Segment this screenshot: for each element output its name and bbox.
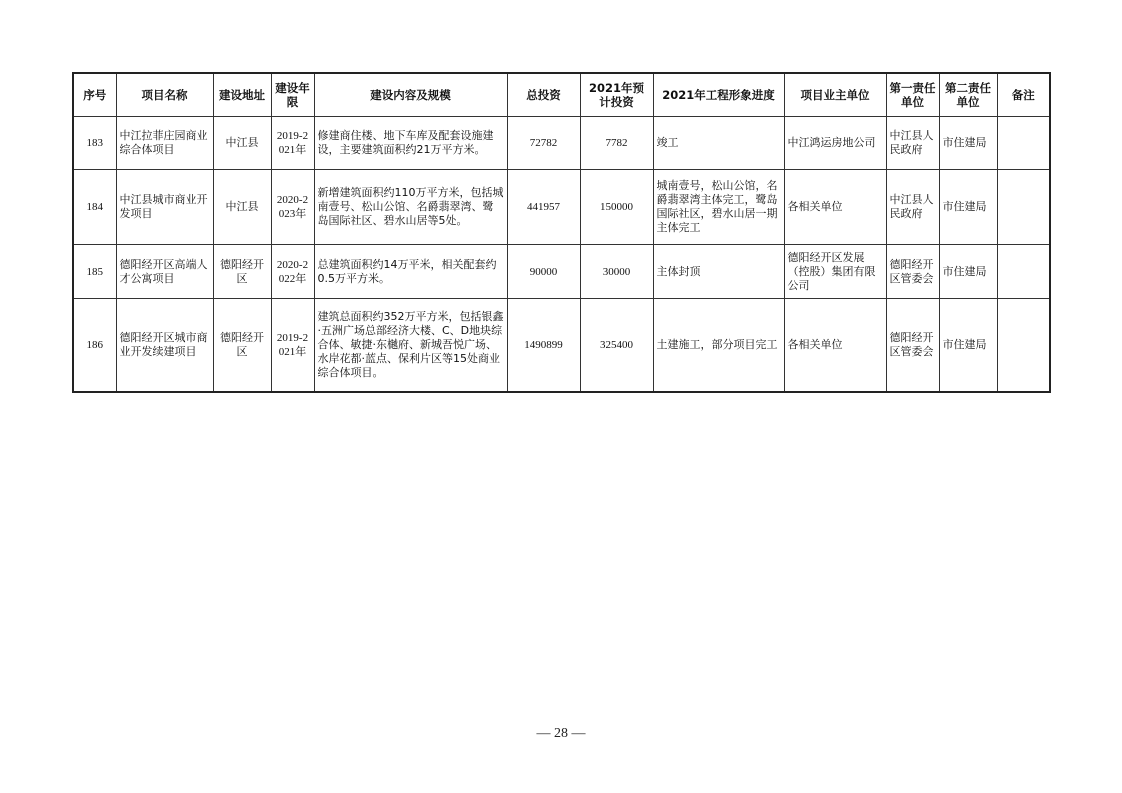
cell-plan2021: 150000 [580,170,653,245]
header-progress: 2021年工程形象进度 [653,73,784,117]
cell-total: 72782 [507,117,580,170]
table-row [73,299,1050,393]
cell-owner: 中江鸿运房地公司 [784,117,886,170]
cell-content: 新增建筑面积约110万平方米，包括城南壹号、松山公馆、名爵翡翠湾、鹭岛国际社区、碧水山居等5处。 [314,170,507,245]
cell-remark [997,117,1050,170]
cell-plan2021: 7782 [580,117,653,170]
cell-location: 德阳经开区 [213,299,271,393]
cell-remark [997,170,1050,245]
header-name: 项目名称 [116,73,213,117]
cell-period: 2020-2023年 [271,170,314,245]
cell-resp2: 市住建局 [939,117,997,170]
header-plan2021: 2021年预计投资 [580,73,653,117]
cell-name: 中江拉菲庄园商业综合体项目 [116,117,213,170]
cell-resp2: 市住建局 [939,245,997,299]
header-resp2: 第二责任单位 [939,73,997,117]
cell-resp1: 中江县人民政府 [886,117,939,170]
cell-content: 建筑总面积约352万平方米，包括银鑫·五洲广场总部经济大楼、C、D地块综合体、敏捷·东樾府、新城吾悦广场、水岸花都·蓝点、保利片区等15处商业综合体项目。 [314,299,507,393]
cell-total: 90000 [507,245,580,299]
cell-total: 441957 [507,170,580,245]
cell-location: 德阳经开区 [213,245,271,299]
header-total: 总投资 [507,73,580,117]
cell-remark [997,299,1050,393]
cell-seq: 183 [73,117,116,170]
header-period: 建设年限 [271,73,314,117]
cell-location: 中江县 [213,170,271,245]
cell-resp1: 德阳经开区管委会 [886,245,939,299]
cell-resp1: 德阳经开区管委会 [886,299,939,393]
cell-progress: 主体封顶 [653,245,784,299]
cell-name: 中江县城市商业开发项目 [116,170,213,245]
cell-seq: 185 [73,245,116,299]
table-row [73,245,1050,299]
project-table [72,72,1051,393]
cell-owner: 各相关单位 [784,299,886,393]
header-seq: 序号 [73,73,116,117]
header-resp1: 第一责任单位 [886,73,939,117]
cell-progress: 城南壹号，松山公馆，名爵翡翠湾主体完工，鹭岛国际社区，碧水山居一期主体完工 [653,170,784,245]
header-content: 建设内容及规模 [314,73,507,117]
cell-progress: 土建施工，部分项目完工 [653,299,784,393]
cell-name: 德阳经开区城市商业开发续建项目 [116,299,213,393]
cell-resp1: 中江县人民政府 [886,170,939,245]
cell-location: 中江县 [213,117,271,170]
cell-resp2: 市住建局 [939,170,997,245]
cell-period: 2019-2021年 [271,299,314,393]
cell-remark [997,245,1050,299]
cell-plan2021: 30000 [580,245,653,299]
cell-progress: 竣工 [653,117,784,170]
cell-period: 2019-2021年 [271,117,314,170]
table-row [73,170,1050,245]
cell-resp2: 市住建局 [939,299,997,393]
page-number: — 28 — [536,726,586,741]
cell-period: 2020-2022年 [271,245,314,299]
cell-owner: 德阳经开区发展（控股）集团有限公司 [784,245,886,299]
header-owner: 项目业主单位 [784,73,886,117]
cell-content: 总建筑面积约14万平米，相关配套约0.5万平方米。 [314,245,507,299]
cell-seq: 184 [73,170,116,245]
cell-seq: 186 [73,299,116,393]
cell-content: 修建商住楼、地下车库及配套设施建设，主要建筑面积约21万平方米。 [314,117,507,170]
table-row [73,117,1050,170]
header-remark: 备注 [997,73,1050,117]
cell-name: 德阳经开区高端人才公寓项目 [116,245,213,299]
header-row [73,73,1050,117]
cell-owner: 各相关单位 [784,170,886,245]
cell-total: 1490899 [507,299,580,393]
header-location: 建设地址 [213,73,271,117]
cell-plan2021: 325400 [580,299,653,393]
